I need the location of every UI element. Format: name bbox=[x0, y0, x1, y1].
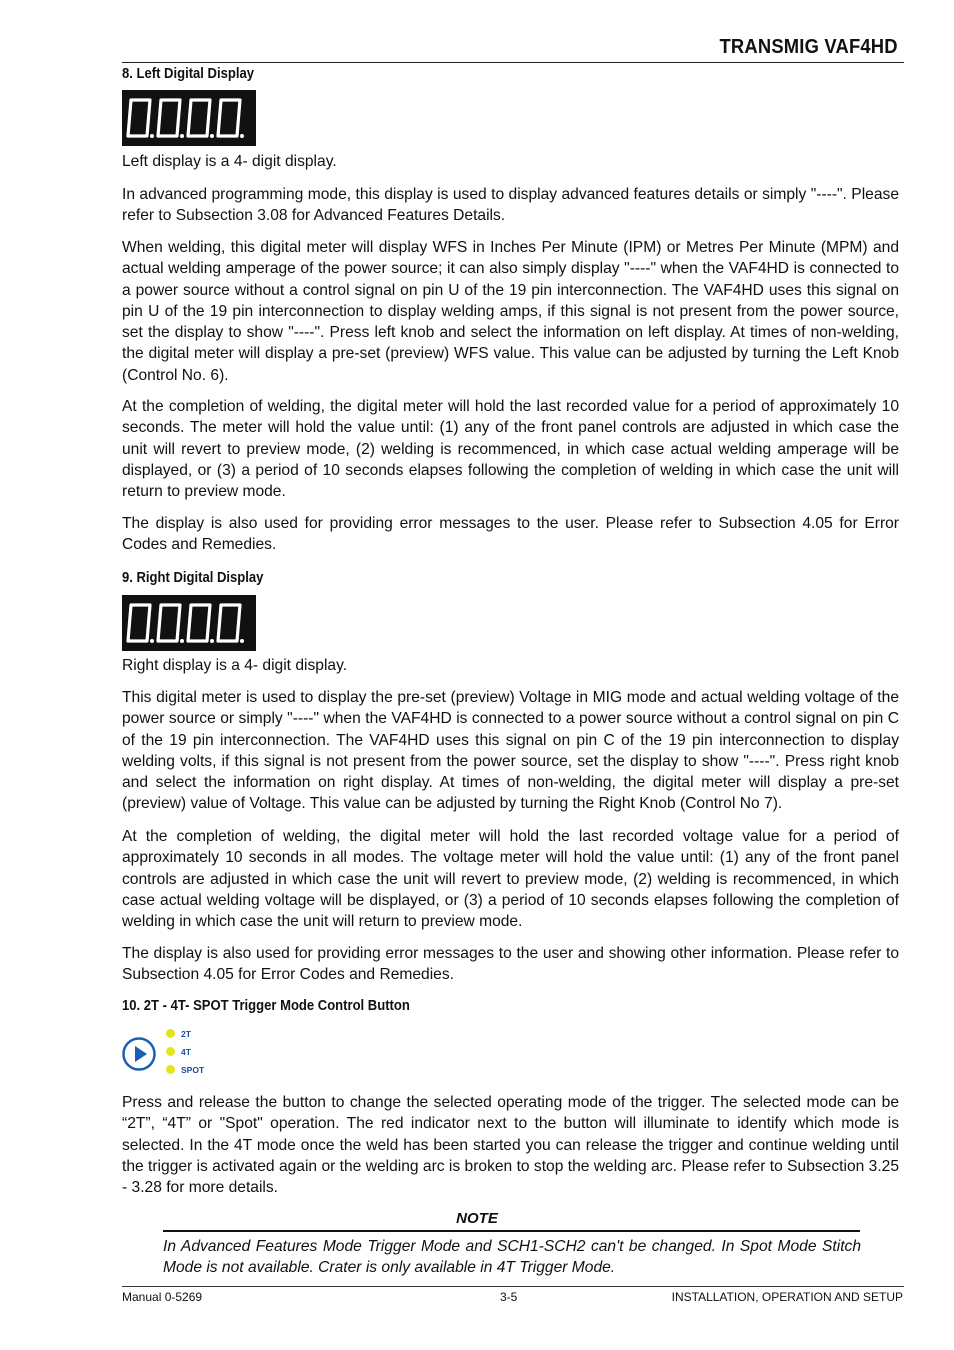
left-digital-display-image bbox=[122, 90, 256, 146]
led-4t-indicator bbox=[166, 1047, 175, 1056]
mode-label-spot: SPOT bbox=[181, 1065, 205, 1075]
led-2t-indicator bbox=[166, 1029, 175, 1038]
mode-label-2t: 2T bbox=[181, 1029, 191, 1039]
section-9-title: 9. Right Digital Display bbox=[122, 570, 264, 586]
section-10-title: 10. 2T - 4T- SPOT Trigger Mode Control Button bbox=[122, 998, 410, 1014]
paragraph: At the completion of welding, the digital meter will hold the last recorded value for a period of approximately 10 seconds. The meter will hold the value until: (1) any of the front panel controls are adjusted in which case the unit will revert to preview mode, (2) welding is recommenced, in which case actual welding amperage will be displayed, or (3) a period of 10 seconds elapses following the completion of welding in which case the unit will return to preview mode. bbox=[122, 398, 899, 501]
footer-section-name: INSTALLATION, OPERATION AND SETUP bbox=[671, 1290, 903, 1304]
section-8-title: 8. Left Digital Display bbox=[122, 66, 254, 82]
paragraph: This digital meter is used to display the pre-set (preview) Voltage in MIG mode and actual welding voltage of the power source or simply "----" when the VAF4HD is connected to a power source without a control signal on pin C of the 19 pin interconnection. The VAF4HD uses this signal on pin C of the 19 pin interconnection to display welding volts, if this signal is not present from the power source, set the display to show "----". Press right knob and select the information on right display. At times of non-welding, the digital meter will display a pre-set (preview) value of Voltage. This value can be adjusted by turning the Right Knob (Control No 7). bbox=[122, 689, 899, 813]
led-spot-indicator bbox=[166, 1065, 175, 1074]
trigger-mode-panel bbox=[122, 1026, 262, 1080]
seven-segment-display bbox=[122, 595, 256, 651]
note-text: In Advanced Features Mode Trigger Mode and SCH1-SCH2 can't be changed. In Spot Mode Stitch Mode is not available. Crater is only available in 4T Trigger Mode. bbox=[163, 1238, 861, 1276]
paragraph: The display is also used for providing error messages to the user and showing other information. Please refer to Subsection 4.05 for Error Codes and Remedies. bbox=[122, 945, 899, 984]
paragraph: At the completion of welding, the digital meter will hold the last recorded voltage value for a period of approximately 10 seconds in all modes. The voltage meter will hold the value until: (1) any of the front panel controls are adjusted in which case the unit will revert to preview mode, (2) welding is recommenced, in which case actual welding voltage will be displayed, or (3) a period of 10 seconds elapses following the completion of welding in which case the unit will return to preview mode. bbox=[122, 828, 899, 931]
paragraph: Press and release the button to change the selected operating mode of the trigger. The selected mode can be “2T”, “4T” or "Spot" operation. The red indicator next to the button will illuminate to identify which mode is selected. In the 4T mode once the weld has been started you can release the trigger and continue welding until the trigger is activated again or the welding arc is broken to stop the welding arc. Please refer to Subsection 3.25 - 3.28 for more details. bbox=[122, 1094, 899, 1197]
play-button-icon[interactable] bbox=[122, 1037, 156, 1071]
mode-label-4t: 4T bbox=[181, 1047, 191, 1057]
seven-segment-display bbox=[122, 90, 256, 146]
footer-rule bbox=[122, 1286, 904, 1287]
note-title: NOTE bbox=[456, 1210, 498, 1227]
paragraph: When welding, this digital meter will display WFS in Inches Per Minute (IPM) or Metres Per Minute (MPM) and actual welding amperage of the power source; it can also simply display "----" when the VAF4HD is connected to a power source without a control signal on pin U of the 19 pin interconnection. The VAF4HD uses this signal on pin U of the 19 pin interconnection to display welding amps, if this signal is not present from the power source, set the display to show "----". Press left knob and select the information on left display. At times of non-welding, the digital meter will display a pre-set (preview) WFS value. This value can be adjusted by turning the Left Knob (Control No. 6). bbox=[122, 239, 899, 384]
paragraph: The display is also used for providing error messages to the user. Please refer to Subsection 4.05 for Error Codes and Remedies. bbox=[122, 515, 899, 554]
footer-manual-number: Manual 0-5269 bbox=[122, 1290, 203, 1304]
note-rule bbox=[163, 1230, 860, 1232]
paragraph: Right display is a 4- digit display. bbox=[122, 657, 348, 674]
paragraph: Left display is a 4- digit display. bbox=[122, 153, 337, 170]
footer-page-number: 3-5 bbox=[500, 1290, 518, 1304]
header-rule bbox=[122, 62, 904, 63]
right-digital-display-image bbox=[122, 595, 256, 651]
paragraph: In advanced programming mode, this display is used to display advanced features details or simply "----". Please refer to Subsection 3.08 for Advanced Features Details. bbox=[122, 186, 899, 225]
header-title: TRANSMIG VAF4HD bbox=[719, 36, 898, 58]
